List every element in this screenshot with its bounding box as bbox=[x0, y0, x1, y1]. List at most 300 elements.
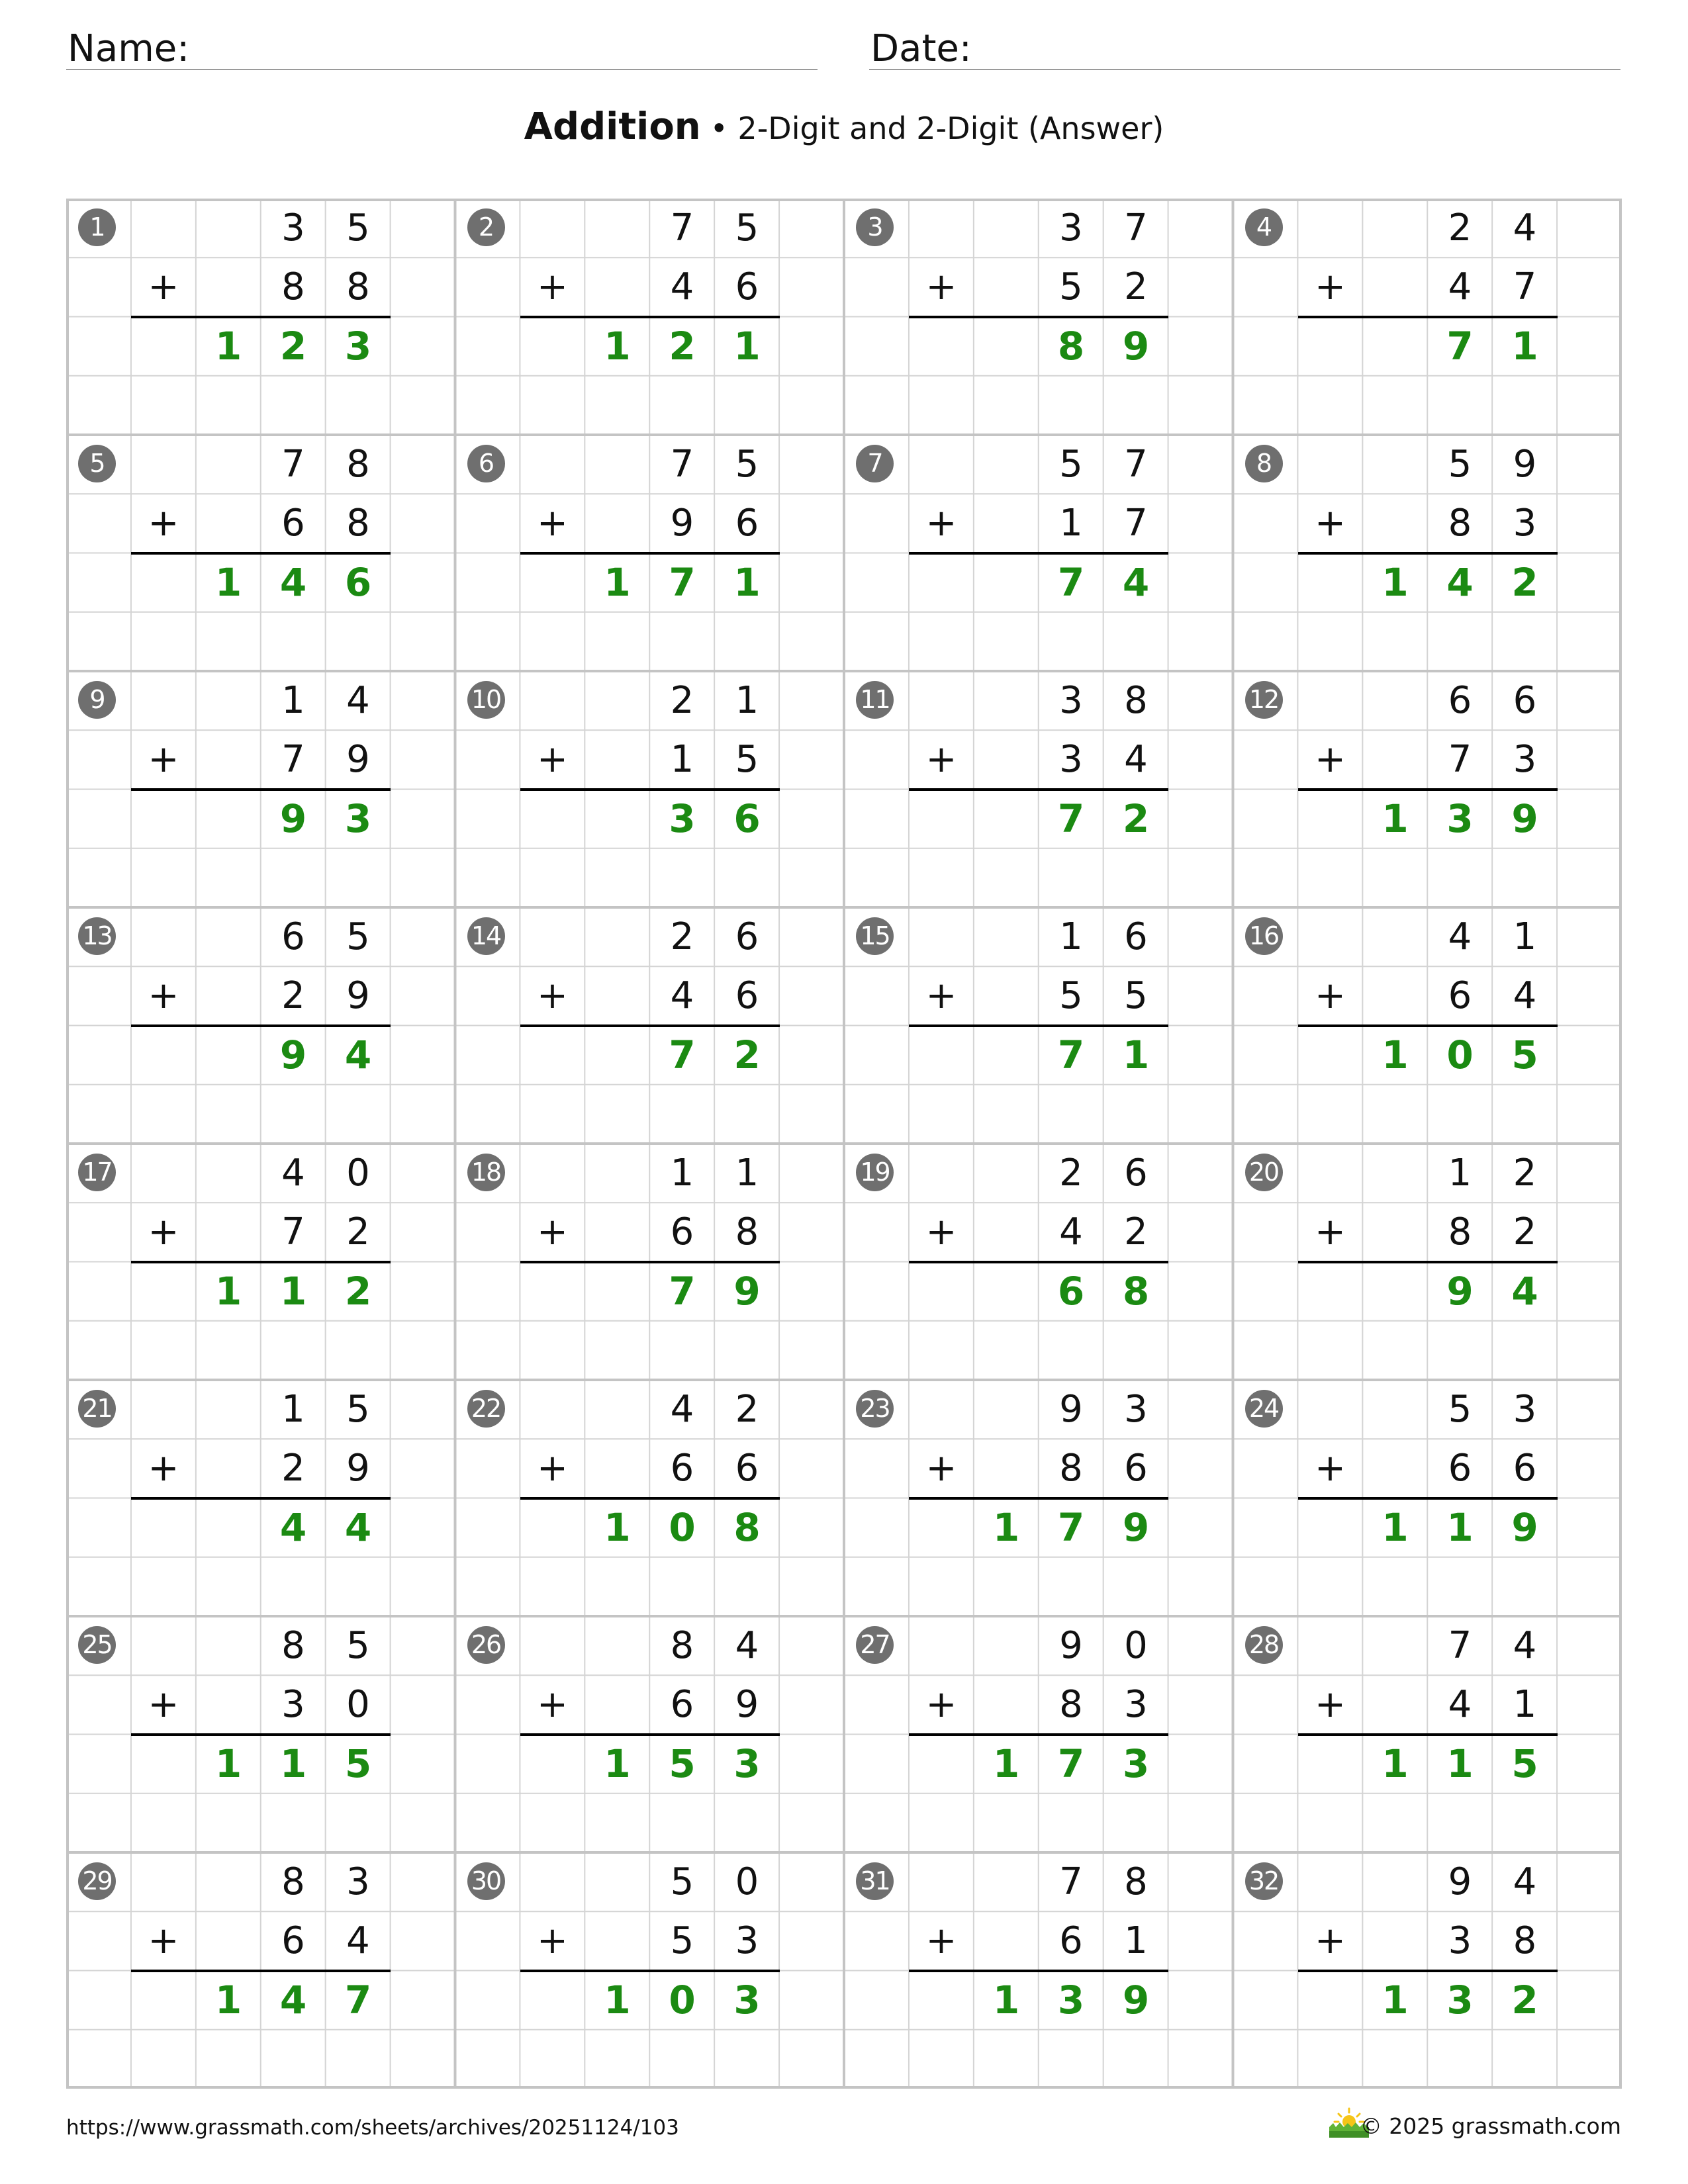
answer-ones-digit: 3 bbox=[733, 1741, 761, 1786]
problem-number-badge: 24 bbox=[1245, 1390, 1283, 1428]
plus-operator: + bbox=[148, 1447, 179, 1490]
bottom-ones-digit: 4 bbox=[346, 1919, 370, 1963]
bottom-tens-digit: 6 bbox=[670, 1447, 694, 1490]
answer-hundreds-digit: 1 bbox=[992, 1504, 1020, 1550]
answer-hundreds-digit: 1 bbox=[1382, 1977, 1409, 2023]
problem-number-badge: 12 bbox=[1245, 681, 1283, 719]
problem-27 bbox=[844, 1616, 1233, 1852]
bottom-tens-digit: 4 bbox=[670, 265, 694, 309]
answer-tens-digit: 7 bbox=[1057, 1504, 1085, 1550]
bottom-tens-digit: 4 bbox=[670, 974, 694, 1018]
problem-number-badge: 23 bbox=[856, 1390, 894, 1428]
top-ones-digit: 4 bbox=[1513, 206, 1537, 250]
top-ones-digit: 5 bbox=[346, 1388, 370, 1431]
answer-ones-digit: 3 bbox=[344, 796, 372, 841]
plus-operator: + bbox=[925, 1683, 957, 1727]
top-ones-digit: 2 bbox=[735, 1388, 759, 1431]
plus-operator: + bbox=[537, 502, 568, 545]
problem-number-badge: 19 bbox=[856, 1154, 894, 1191]
bottom-ones-digit: 6 bbox=[1124, 1447, 1148, 1490]
problem-number-badge: 32 bbox=[1245, 1862, 1283, 1900]
plus-operator: + bbox=[537, 1447, 568, 1490]
answer-ones-digit: 5 bbox=[1511, 1741, 1538, 1786]
answer-ones-digit: 9 bbox=[1511, 796, 1538, 841]
problem-4 bbox=[1233, 199, 1622, 435]
plus-operator: + bbox=[537, 1210, 568, 1254]
answer-hundreds-digit: 1 bbox=[604, 559, 631, 605]
answer-tens-digit: 7 bbox=[669, 1032, 696, 1077]
top-ones-digit: 8 bbox=[346, 443, 370, 486]
problem-number-badge: 27 bbox=[856, 1626, 894, 1664]
problem-26 bbox=[455, 1616, 845, 1852]
problem-15 bbox=[844, 907, 1233, 1144]
plus-operator: + bbox=[148, 1919, 179, 1963]
bottom-tens-digit: 3 bbox=[1059, 738, 1083, 782]
problem-24 bbox=[1233, 1380, 1622, 1616]
answer-tens-digit: 9 bbox=[279, 1032, 307, 1077]
problem-number-badge: 11 bbox=[856, 681, 894, 719]
top-tens-digit: 7 bbox=[670, 206, 694, 250]
answer-hundreds-digit: 1 bbox=[214, 323, 242, 369]
answer-hundreds-digit: 1 bbox=[1382, 1032, 1409, 1077]
top-ones-digit: 0 bbox=[346, 1152, 370, 1195]
answer-tens-digit: 0 bbox=[669, 1977, 696, 2023]
bottom-ones-digit: 2 bbox=[1124, 265, 1148, 309]
top-tens-digit: 1 bbox=[281, 679, 305, 722]
footer-url[interactable]: https://www.grassmath.com/sheets/archives/20251124/103 bbox=[66, 2116, 679, 2140]
bottom-tens-digit: 6 bbox=[670, 1683, 694, 1727]
bottom-tens-digit: 8 bbox=[281, 265, 305, 309]
answer-tens-digit: 1 bbox=[1446, 1741, 1474, 1786]
plus-operator: + bbox=[1315, 1919, 1346, 1963]
top-ones-digit: 9 bbox=[1513, 443, 1537, 486]
top-ones-digit: 5 bbox=[735, 443, 759, 486]
bottom-ones-digit: 4 bbox=[1513, 974, 1537, 1018]
answer-tens-digit: 5 bbox=[669, 1741, 696, 1786]
top-tens-digit: 2 bbox=[1059, 1152, 1083, 1195]
top-tens-digit: 5 bbox=[1448, 1388, 1472, 1431]
problem-10 bbox=[455, 671, 845, 907]
answer-hundreds-digit bbox=[1363, 317, 1428, 376]
problem-number-badge: 3 bbox=[856, 208, 894, 246]
top-tens-digit: 5 bbox=[670, 1860, 694, 1903]
answer-hundreds-digit: 1 bbox=[1382, 559, 1409, 605]
top-tens-digit: 2 bbox=[1448, 206, 1472, 250]
top-ones-digit: 3 bbox=[1124, 1388, 1148, 1431]
answer-tens-digit: 7 bbox=[1057, 1741, 1085, 1786]
top-ones-digit: 6 bbox=[1513, 679, 1537, 722]
problem-3 bbox=[844, 199, 1233, 435]
answer-ones-digit: 2 bbox=[1511, 1977, 1538, 2023]
plus-operator: + bbox=[1315, 502, 1346, 545]
answer-tens-digit: 1 bbox=[1446, 1504, 1474, 1550]
plus-operator: + bbox=[148, 502, 179, 545]
answer-hundreds-digit: 1 bbox=[214, 1977, 242, 2023]
problem-number-badge: 29 bbox=[78, 1862, 116, 1900]
bottom-tens-digit: 3 bbox=[281, 1683, 305, 1727]
problem-number-badge: 4 bbox=[1245, 208, 1283, 246]
top-tens-digit: 9 bbox=[1059, 1624, 1083, 1667]
bottom-ones-digit: 2 bbox=[1513, 1210, 1537, 1254]
answer-ones-digit: 2 bbox=[733, 1032, 761, 1077]
top-ones-digit: 6 bbox=[735, 915, 759, 958]
problem-number-badge: 31 bbox=[856, 1862, 894, 1900]
bottom-ones-digit: 1 bbox=[1513, 1683, 1537, 1727]
answer-ones-digit: 4 bbox=[344, 1504, 372, 1550]
problem-number-badge: 22 bbox=[467, 1390, 505, 1428]
name-field[interactable] bbox=[66, 24, 818, 70]
problem-number-badge: 16 bbox=[1245, 917, 1283, 955]
plus-operator: + bbox=[148, 738, 179, 782]
answer-tens-digit: 9 bbox=[1446, 1268, 1474, 1314]
bottom-ones-digit: 9 bbox=[346, 974, 370, 1018]
top-tens-digit: 1 bbox=[1448, 1152, 1472, 1195]
problem-28 bbox=[1233, 1616, 1622, 1852]
problem-25 bbox=[66, 1616, 455, 1852]
bottom-tens-digit: 5 bbox=[1059, 974, 1083, 1018]
plus-operator: + bbox=[1315, 738, 1346, 782]
plus-operator: + bbox=[537, 1683, 568, 1727]
answer-tens-digit: 7 bbox=[1057, 559, 1085, 605]
answer-ones-digit: 3 bbox=[1122, 1741, 1150, 1786]
answer-tens-digit: 2 bbox=[669, 323, 696, 369]
answer-ones-digit: 2 bbox=[1511, 559, 1538, 605]
answer-tens-digit: 7 bbox=[1446, 323, 1474, 369]
problem-grid bbox=[66, 199, 1622, 2089]
answer-hundreds-digit: 1 bbox=[604, 1504, 631, 1550]
problem-11 bbox=[844, 671, 1233, 907]
problem-2 bbox=[455, 199, 845, 435]
bottom-tens-digit: 6 bbox=[1448, 974, 1472, 1018]
answer-ones-digit: 2 bbox=[344, 1268, 372, 1314]
problem-9 bbox=[66, 671, 455, 907]
bottom-ones-digit: 0 bbox=[346, 1683, 370, 1727]
plus-operator: + bbox=[925, 1919, 957, 1963]
problem-number-badge: 25 bbox=[78, 1626, 116, 1664]
answer-tens-digit: 4 bbox=[279, 1977, 307, 2023]
answer-hundreds-digit: 1 bbox=[604, 1741, 631, 1786]
problem-21 bbox=[66, 1380, 455, 1616]
problem-number-badge: 10 bbox=[467, 681, 505, 719]
plus-operator: + bbox=[925, 974, 957, 1018]
answer-tens-digit: 3 bbox=[1446, 1977, 1474, 2023]
bottom-ones-digit: 9 bbox=[735, 1683, 759, 1727]
problem-13 bbox=[66, 907, 455, 1144]
bottom-tens-digit: 8 bbox=[1448, 502, 1472, 545]
bottom-ones-digit: 8 bbox=[346, 502, 370, 545]
title-subtitle: • 2-Digit and 2-Digit (Answer) bbox=[710, 111, 1164, 146]
answer-ones-digit: 8 bbox=[733, 1504, 761, 1550]
problem-number-badge: 21 bbox=[78, 1390, 116, 1428]
top-tens-digit: 4 bbox=[1448, 915, 1472, 958]
answer-hundreds-digit: 1 bbox=[214, 559, 242, 605]
top-ones-digit: 4 bbox=[735, 1624, 759, 1667]
answer-hundreds-digit bbox=[974, 790, 1039, 848]
plus-operator: + bbox=[925, 502, 957, 545]
answer-tens-digit: 7 bbox=[1057, 1032, 1085, 1077]
bottom-tens-digit: 6 bbox=[670, 1210, 694, 1254]
answer-hundreds-digit bbox=[974, 1026, 1039, 1085]
answer-tens-digit: 3 bbox=[1057, 1977, 1085, 2023]
problem-22 bbox=[455, 1380, 845, 1616]
answer-ones-digit: 9 bbox=[1122, 1504, 1150, 1550]
answer-hundreds-digit bbox=[585, 1026, 650, 1085]
top-ones-digit: 7 bbox=[1124, 443, 1148, 486]
plus-operator: + bbox=[1315, 1683, 1346, 1727]
answer-hundreds-digit: 1 bbox=[1382, 1504, 1409, 1550]
plus-operator: + bbox=[537, 974, 568, 1018]
problem-5 bbox=[66, 435, 455, 671]
answer-hundreds-digit bbox=[585, 790, 650, 848]
plus-operator: + bbox=[148, 265, 179, 309]
bottom-tens-digit: 8 bbox=[1059, 1447, 1083, 1490]
problem-number-badge: 20 bbox=[1245, 1154, 1283, 1191]
problem-32 bbox=[1233, 1852, 1622, 2089]
top-tens-digit: 8 bbox=[281, 1624, 305, 1667]
problem-number-badge: 28 bbox=[1245, 1626, 1283, 1664]
plus-operator: + bbox=[925, 738, 957, 782]
top-tens-digit: 1 bbox=[1059, 915, 1083, 958]
bottom-ones-digit: 8 bbox=[1513, 1919, 1537, 1963]
top-ones-digit: 6 bbox=[1124, 1152, 1148, 1195]
answer-ones-digit: 2 bbox=[1122, 796, 1150, 841]
top-tens-digit: 2 bbox=[670, 679, 694, 722]
plus-operator: + bbox=[925, 1447, 957, 1490]
problem-6 bbox=[455, 435, 845, 671]
problem-17 bbox=[66, 1144, 455, 1380]
title-main: Addition bbox=[524, 105, 701, 148]
answer-tens-digit: 0 bbox=[669, 1504, 696, 1550]
plus-operator: + bbox=[537, 738, 568, 782]
answer-hundreds-digit: 1 bbox=[214, 1741, 242, 1786]
answer-ones-digit: 9 bbox=[1122, 1977, 1150, 2023]
footer-copyright: © 2025 grassmath.com bbox=[1360, 2113, 1621, 2139]
top-ones-digit: 1 bbox=[1513, 915, 1537, 958]
plus-operator: + bbox=[1315, 1210, 1346, 1254]
problem-number-badge: 9 bbox=[78, 681, 116, 719]
problem-29 bbox=[66, 1852, 455, 2089]
plus-operator: + bbox=[925, 1210, 957, 1254]
problem-number-badge: 18 bbox=[467, 1154, 505, 1191]
answer-hundreds-digit bbox=[196, 1498, 261, 1557]
bottom-ones-digit: 8 bbox=[735, 1210, 759, 1254]
problem-number-badge: 2 bbox=[467, 208, 505, 246]
bottom-ones-digit: 6 bbox=[735, 974, 759, 1018]
top-tens-digit: 4 bbox=[281, 1152, 305, 1195]
answer-hundreds-digit bbox=[974, 553, 1039, 612]
top-tens-digit: 8 bbox=[670, 1624, 694, 1667]
answer-hundreds-digit: 1 bbox=[214, 1268, 242, 1314]
top-ones-digit: 3 bbox=[1513, 1388, 1537, 1431]
top-ones-digit: 4 bbox=[346, 679, 370, 722]
answer-ones-digit: 1 bbox=[1122, 1032, 1150, 1077]
plus-operator: + bbox=[148, 1683, 179, 1727]
bottom-ones-digit: 3 bbox=[1513, 502, 1537, 545]
bottom-tens-digit: 4 bbox=[1448, 1683, 1472, 1727]
top-ones-digit: 3 bbox=[346, 1860, 370, 1903]
answer-ones-digit: 7 bbox=[344, 1977, 372, 2023]
answer-ones-digit: 9 bbox=[1511, 1504, 1538, 1550]
bottom-ones-digit: 5 bbox=[1124, 974, 1148, 1018]
answer-tens-digit: 2 bbox=[279, 323, 307, 369]
answer-tens-digit: 4 bbox=[1446, 559, 1474, 605]
top-tens-digit: 5 bbox=[1448, 443, 1472, 486]
answer-tens-digit: 1 bbox=[279, 1741, 307, 1786]
top-ones-digit: 1 bbox=[735, 1152, 759, 1195]
bottom-tens-digit: 1 bbox=[670, 738, 694, 782]
bottom-ones-digit: 4 bbox=[1124, 738, 1148, 782]
bottom-ones-digit: 7 bbox=[1124, 502, 1148, 545]
problem-number-badge: 14 bbox=[467, 917, 505, 955]
top-ones-digit: 4 bbox=[1513, 1624, 1537, 1667]
plus-operator: + bbox=[1315, 1447, 1346, 1490]
answer-ones-digit: 9 bbox=[733, 1268, 761, 1314]
answer-hundreds-digit bbox=[585, 1262, 650, 1321]
answer-tens-digit: 7 bbox=[669, 559, 696, 605]
answer-ones-digit: 4 bbox=[1122, 559, 1150, 605]
bottom-ones-digit: 8 bbox=[346, 265, 370, 309]
answer-ones-digit: 1 bbox=[733, 559, 761, 605]
answer-ones-digit: 6 bbox=[344, 559, 372, 605]
bottom-tens-digit: 6 bbox=[1448, 1447, 1472, 1490]
bottom-ones-digit: 9 bbox=[346, 738, 370, 782]
worksheet-title bbox=[0, 107, 1688, 148]
bottom-tens-digit: 8 bbox=[1448, 1210, 1472, 1254]
bottom-tens-digit: 6 bbox=[281, 1919, 305, 1963]
plus-operator: + bbox=[925, 265, 957, 309]
plus-operator: + bbox=[1315, 265, 1346, 309]
problem-18 bbox=[455, 1144, 845, 1380]
answer-tens-digit: 4 bbox=[279, 1504, 307, 1550]
answer-tens-digit: 9 bbox=[279, 796, 307, 841]
bottom-ones-digit: 2 bbox=[1124, 1210, 1148, 1254]
bottom-tens-digit: 2 bbox=[281, 1447, 305, 1490]
answer-hundreds-digit: 1 bbox=[1382, 1741, 1409, 1786]
problem-number-badge: 30 bbox=[467, 1862, 505, 1900]
top-ones-digit: 4 bbox=[1513, 1860, 1537, 1903]
answer-tens-digit: 4 bbox=[279, 559, 307, 605]
bottom-ones-digit: 6 bbox=[735, 1447, 759, 1490]
bottom-tens-digit: 8 bbox=[1059, 1683, 1083, 1727]
answer-ones-digit: 1 bbox=[733, 323, 761, 369]
answer-hundreds-digit bbox=[196, 790, 261, 848]
bottom-ones-digit: 6 bbox=[735, 265, 759, 309]
problem-number-badge: 26 bbox=[467, 1626, 505, 1664]
answer-hundreds-digit: 1 bbox=[604, 1977, 631, 2023]
top-tens-digit: 8 bbox=[281, 1860, 305, 1903]
top-tens-digit: 1 bbox=[281, 1388, 305, 1431]
top-tens-digit: 7 bbox=[1059, 1860, 1083, 1903]
plus-operator: + bbox=[537, 1919, 568, 1963]
top-tens-digit: 4 bbox=[670, 1388, 694, 1431]
answer-tens-digit: 0 bbox=[1446, 1032, 1474, 1077]
problem-8 bbox=[1233, 435, 1622, 671]
top-ones-digit: 5 bbox=[346, 1624, 370, 1667]
bottom-tens-digit: 7 bbox=[281, 1210, 305, 1254]
top-tens-digit: 9 bbox=[1059, 1388, 1083, 1431]
bottom-ones-digit: 9 bbox=[346, 1447, 370, 1490]
problem-31 bbox=[844, 1852, 1233, 2089]
top-ones-digit: 0 bbox=[735, 1860, 759, 1903]
problem-number-badge: 17 bbox=[78, 1154, 116, 1191]
answer-hundreds-digit: 1 bbox=[604, 323, 631, 369]
top-tens-digit: 6 bbox=[281, 915, 305, 958]
bottom-tens-digit: 7 bbox=[281, 738, 305, 782]
top-tens-digit: 6 bbox=[1448, 679, 1472, 722]
problem-12 bbox=[1233, 671, 1622, 907]
bottom-tens-digit: 1 bbox=[1059, 502, 1083, 545]
problem-19 bbox=[844, 1144, 1233, 1380]
top-ones-digit: 8 bbox=[1124, 679, 1148, 722]
bottom-tens-digit: 4 bbox=[1059, 1210, 1083, 1254]
top-ones-digit: 5 bbox=[346, 915, 370, 958]
problem-number-badge: 8 bbox=[1245, 445, 1283, 482]
top-tens-digit: 2 bbox=[670, 915, 694, 958]
answer-ones-digit: 5 bbox=[1511, 1032, 1538, 1077]
answer-hundreds-digit: 1 bbox=[1382, 796, 1409, 841]
answer-ones-digit: 8 bbox=[1122, 1268, 1150, 1314]
answer-tens-digit: 7 bbox=[1057, 796, 1085, 841]
bottom-ones-digit: 3 bbox=[1124, 1683, 1148, 1727]
name-label: Name: bbox=[68, 27, 190, 70]
answer-ones-digit: 3 bbox=[344, 323, 372, 369]
top-ones-digit: 7 bbox=[1124, 206, 1148, 250]
top-ones-digit: 6 bbox=[1124, 915, 1148, 958]
problem-number-badge: 7 bbox=[856, 445, 894, 482]
problem-20 bbox=[1233, 1144, 1622, 1380]
answer-tens-digit: 8 bbox=[1057, 323, 1085, 369]
answer-tens-digit: 1 bbox=[279, 1268, 307, 1314]
answer-hundreds-digit bbox=[196, 1026, 261, 1085]
bottom-ones-digit: 6 bbox=[1513, 1447, 1537, 1490]
top-tens-digit: 1 bbox=[670, 1152, 694, 1195]
answer-tens-digit: 3 bbox=[669, 796, 696, 841]
problem-number-badge: 5 bbox=[78, 445, 116, 482]
top-tens-digit: 3 bbox=[1059, 206, 1083, 250]
date-field[interactable] bbox=[869, 24, 1620, 70]
bottom-ones-digit: 2 bbox=[346, 1210, 370, 1254]
bottom-tens-digit: 3 bbox=[1448, 1919, 1472, 1963]
plus-operator: + bbox=[148, 1210, 179, 1254]
problem-7 bbox=[844, 435, 1233, 671]
answer-ones-digit: 9 bbox=[1122, 323, 1150, 369]
plus-operator: + bbox=[537, 265, 568, 309]
answer-hundreds-digit bbox=[974, 317, 1039, 376]
problem-number-badge: 1 bbox=[78, 208, 116, 246]
bottom-ones-digit: 3 bbox=[1513, 738, 1537, 782]
bottom-ones-digit: 6 bbox=[735, 502, 759, 545]
bottom-tens-digit: 5 bbox=[1059, 265, 1083, 309]
problem-14 bbox=[455, 907, 845, 1144]
top-ones-digit: 2 bbox=[1513, 1152, 1537, 1195]
problem-number-badge: 6 bbox=[467, 445, 505, 482]
problem-23 bbox=[844, 1380, 1233, 1616]
top-tens-digit: 3 bbox=[1059, 679, 1083, 722]
bottom-tens-digit: 5 bbox=[670, 1919, 694, 1963]
answer-hundreds-digit bbox=[1363, 1262, 1428, 1321]
bottom-tens-digit: 6 bbox=[281, 502, 305, 545]
bottom-ones-digit: 5 bbox=[735, 738, 759, 782]
answer-ones-digit: 6 bbox=[733, 796, 761, 841]
problem-30 bbox=[455, 1852, 845, 2089]
top-ones-digit: 8 bbox=[1124, 1860, 1148, 1903]
answer-hundreds-digit: 1 bbox=[992, 1977, 1020, 2023]
top-tens-digit: 7 bbox=[281, 443, 305, 486]
problem-number-badge: 13 bbox=[78, 917, 116, 955]
problem-16 bbox=[1233, 907, 1622, 1144]
answer-ones-digit: 4 bbox=[344, 1032, 372, 1077]
answer-tens-digit: 6 bbox=[1057, 1268, 1085, 1314]
